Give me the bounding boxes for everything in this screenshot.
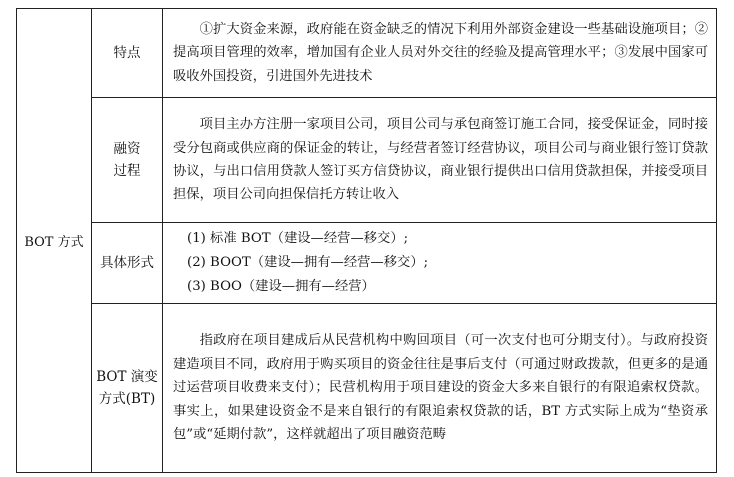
row-content-bt [163,304,717,473]
row-label-specific-forms [92,223,163,304]
table-row-specific-forms [17,223,717,304]
row-label-bt [92,304,163,473]
bt-text: 指政府在项目建成后从民营机构中购回项目（可一次支付也可分期支付）。与政府投资建造项目不同，政府用于购买项目的资金往往是事后支付（可通过财政拨款，但更多的是通过运营项目收费来支付）；民营机构用于项目建设的资金大多来自银行的有限追索权贷款。事实上，如果建设资金不是来自银行的有限追索权贷款的话，BT 方式实际上成为“垫资承包”或“延期付款”，这样就超出了项目融资范畴 [173,333,708,443]
form-item-bot: (1) 标准 BOT（建设—经营—移交）; [187,231,409,246]
group-label: BOT 方式 [24,235,84,250]
form-item-boo: (3) BOO（建设—拥有—经营） [187,279,375,294]
row-label-text: 特点 [113,45,141,61]
table-row-bt [17,304,717,473]
row-label-line2: 过程 [113,163,141,179]
row-label-text: 具体形式 [100,255,154,271]
table-row-features [17,9,717,98]
row-label-financing-process [92,98,163,223]
form-item-boot: (2) BOOT（建设—拥有—经营—移交）; [187,255,429,270]
financing-process-text: 项目主办方注册一家项目公司，项目公司与承包商签订施工合同，接受保证金，同时接受分包商或供应商的保证金的转让，与经营者签订经营协议，项目公司与商业银行签订贷款协议，与出口信用贷款人签订买方信贷协议，商业银行提供出口信用贷款担保，并接受项目担保，项目公司向担保信托方转让收入 [173,117,708,203]
row-content-features [163,9,717,98]
features-text: ①扩大资金来源，政府能在资金缺乏的情况下利用外部资金建设一些基础设施项目；②提高项目管理的效率，增加国有企业人员对外交往的经验及提高管理水平；③发展中国家可吸收外国投资，引进国外先进技术 [173,21,708,84]
row-label-line1: BOT 演变 [96,369,158,385]
bot-financing-table [16,8,717,473]
group-cell-bot [17,9,92,473]
row-label-features [92,9,163,98]
table-row-financing-process [17,98,717,223]
row-label-line2: 方式(BT) [98,391,156,407]
row-label-line1: 融资 [113,141,141,157]
row-content-specific-forms [163,223,717,304]
row-content-financing-process [163,98,717,223]
